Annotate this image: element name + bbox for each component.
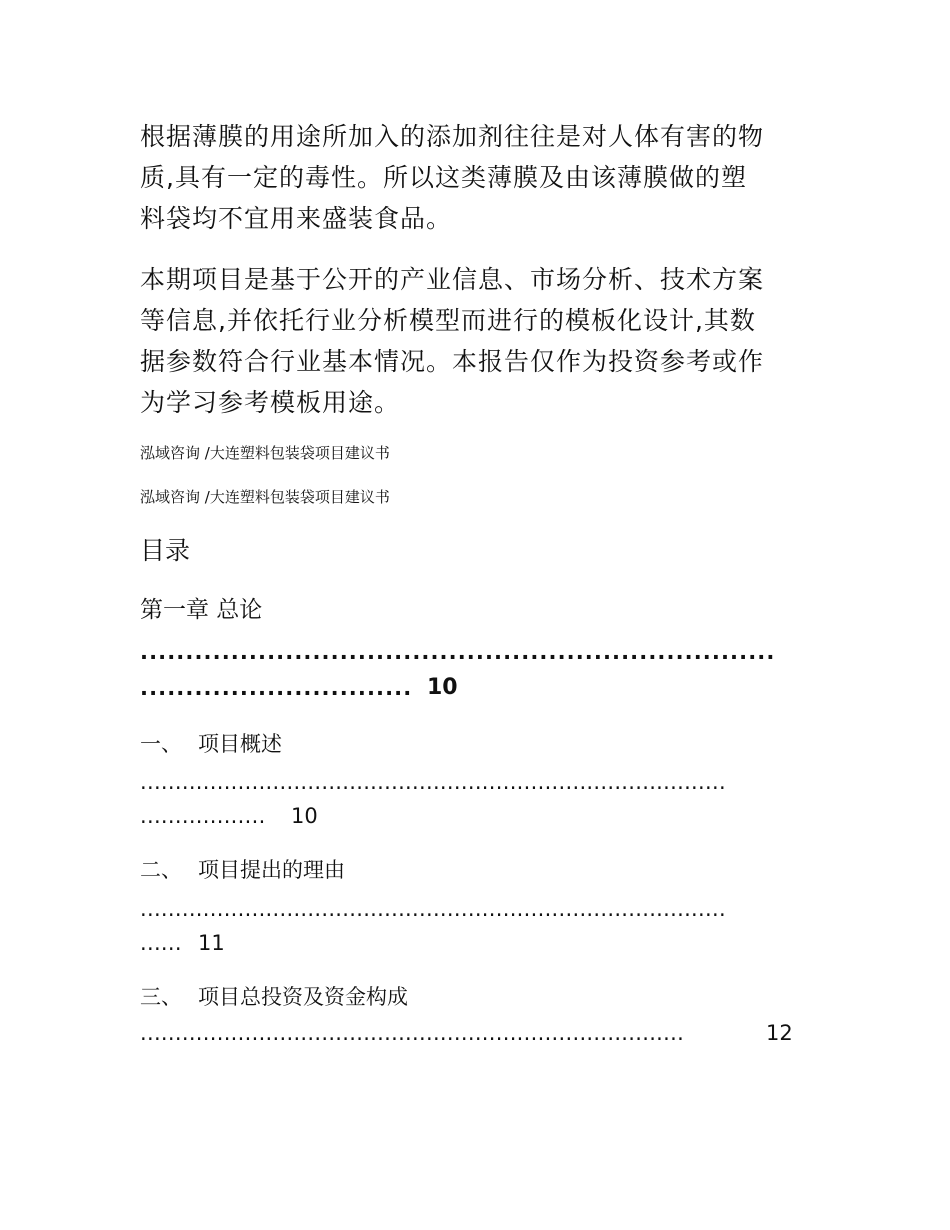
toc-section-3[interactable]: [140, 983, 408, 1011]
running-header: 泓域咨询 /大连塑料包装袋项目建议书: [140, 444, 390, 462]
toc-section-1[interactable]: [140, 730, 282, 758]
paragraph-line: 等信息,并依托行业分析模型而进行的模板化设计,其数: [140, 306, 756, 335]
paragraph-line: 料袋均不宜用来盛装食品。: [140, 204, 453, 233]
toc-leader-dots: ......: [140, 931, 182, 955]
paragraph-line: 为学习参考模板用途。: [140, 388, 401, 417]
toc-leader-dots: ......................................................................: [140, 640, 776, 664]
toc-section-label: 项目提出的理由: [198, 858, 345, 882]
body-paragraph-2: [140, 259, 810, 423]
toc-section-label: 项目总投资及资金构成: [198, 985, 408, 1009]
toc-page-number[interactable]: 10: [291, 804, 318, 828]
toc-chapter-label[interactable]: 第一章 总论: [140, 597, 263, 623]
toc-section-label: 项目概述: [198, 732, 282, 756]
paragraph-line: 据参数符合行业基本情况。本报告仅作为投资参考或作: [140, 347, 765, 376]
paragraph-line: 本期项目是基于公开的产业信息、市场分析、技术方案: [140, 265, 765, 294]
toc-leader-dots: ..................: [140, 804, 266, 828]
toc-leader-dots: ..............................................................................: [140, 1021, 685, 1045]
body-paragraph-1: [140, 116, 810, 239]
paragraph-line: 质,具有一定的毒性。所以这类薄膜及由该薄膜做的塑: [140, 163, 747, 192]
toc-title: 目录: [140, 536, 191, 565]
toc-section-2[interactable]: [140, 856, 345, 884]
toc-page-number[interactable]: 11: [198, 931, 225, 955]
running-header: 泓域咨询 /大连塑料包装袋项目建议书: [140, 488, 390, 506]
toc-leader-dots: ....................................................................................: [140, 770, 726, 794]
toc-page-number[interactable]: 10: [427, 675, 458, 700]
toc-section-number: 一、: [140, 732, 182, 756]
toc-section-number: 二、: [140, 858, 182, 882]
toc-page-number[interactable]: 12: [766, 1021, 793, 1045]
toc-leader-dots: ....................................................................................: [140, 897, 726, 921]
toc-leader-dots: ..............................: [140, 676, 413, 700]
paragraph-line: 根据薄膜的用途所加入的添加剂往往是对人体有害的物: [140, 122, 765, 151]
toc-section-number: 三、: [140, 985, 182, 1009]
